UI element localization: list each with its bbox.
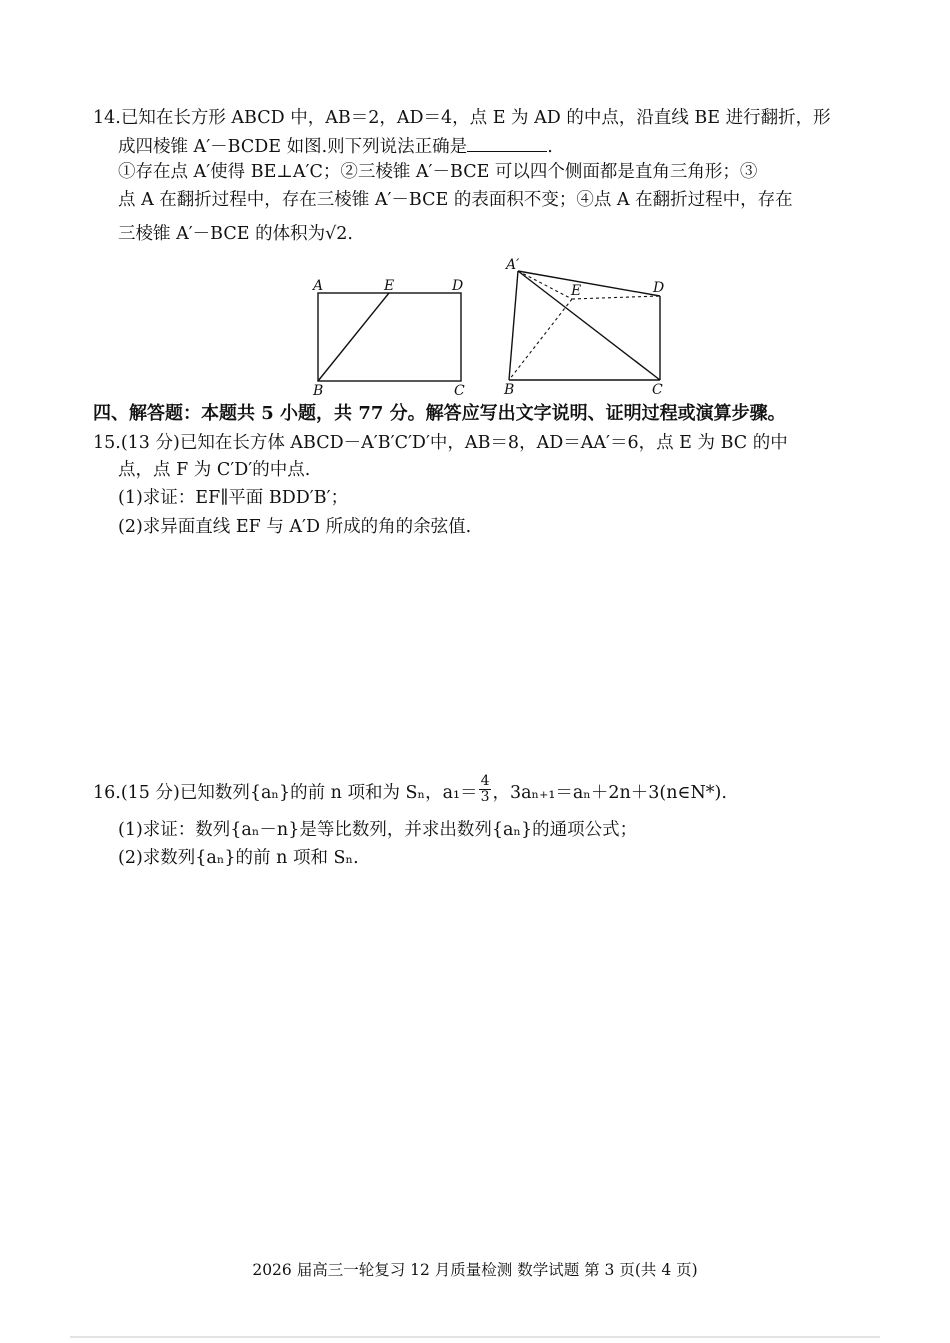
label-b: B <box>504 382 515 398</box>
q16-part-1: (1)求证：数列{aₙ－n}是等比数列，并求出数列{aₙ}的通项公式； <box>118 820 638 840</box>
q16-line-1-a: 16.(15 分)已知数列{aₙ}的前 n 项和为 Sₙ，a₁＝ <box>93 783 478 803</box>
label-d: D <box>653 280 665 296</box>
fraction-four-thirds <box>479 774 492 805</box>
q15-line-1: 15.(13 分)已知在长方体 ABCD－A′B′C′D′中，AB＝8，AD＝AA′＝6，点 E 为 BC 的中 <box>93 433 788 453</box>
rectangle-abcd <box>318 293 461 381</box>
bottom-divider <box>70 1336 880 1338</box>
q16-part-2: (2)求数列{aₙ}的前 n 项和 Sₙ. <box>118 848 359 868</box>
q15-part-2: (2)求异面直线 EF 与 A′D 所成的角的余弦值. <box>118 517 472 537</box>
q16-line-1-b: ，3aₙ₊₁＝aₙ＋2n＋3(n∈N*). <box>492 783 727 803</box>
q14-line-1: 14.已知在长方形 ABCD 中，AB＝2，AD＝4，点 E 为 AD 的中点，沿直线 BE 进行翻折，形 <box>93 108 831 128</box>
label-a: A <box>313 278 324 294</box>
label-b: B <box>313 383 324 399</box>
fraction-numerator: 4 <box>480 773 490 789</box>
q14-line-2-text: 成四棱锥 A′－BCDE 如图.则下列说法正确是 <box>118 137 468 157</box>
q15-part-1: (1)求证：EF∥平面 BDD′B′； <box>118 488 349 508</box>
q14-line-2-end: . <box>547 137 553 157</box>
q16-line-1 <box>93 773 727 809</box>
edge-a-c <box>518 271 660 380</box>
q14-line-2 <box>118 133 553 159</box>
edge-a-b <box>509 271 518 380</box>
fraction-denominator: 3 <box>480 789 490 805</box>
figure-rectangle-abcd <box>305 272 485 400</box>
q14-line-5: 三棱锥 A′－BCE 的体积为√2. <box>118 224 353 244</box>
label-c: C <box>652 382 663 398</box>
label-d: D <box>452 278 464 294</box>
hidden-e-d <box>572 296 660 299</box>
q15-line-2: 点，点 F 为 C′D′的中点. <box>118 460 311 480</box>
answer-blank <box>467 133 547 152</box>
label-a-prime: A′ <box>506 257 520 273</box>
label-e: E <box>384 278 395 294</box>
section-4-heading: 四、解答题：本题共 5 小题，共 77 分。解答应写出文字说明、证明过程或演算步骤。 <box>93 403 786 424</box>
q14-line-3: ①存在点 A′使得 BE⊥A′C；②三棱锥 A′－BCE 可以四个侧面都是直角三角形；③ <box>118 162 758 182</box>
figure-pyramid-a-bcde <box>495 255 680 400</box>
label-e: E <box>571 283 582 299</box>
hidden-e-b <box>509 299 572 380</box>
q14-line-4: 点 A 在翻折过程中，存在三棱锥 A′－BCE 的表面积不变；④点 A 在翻折过程中，存在 <box>118 190 793 210</box>
segment-be <box>318 293 389 381</box>
page-footer: 2026 届高三一轮复习 12 月质量检测 数学试题 第 3 页(共 4 页) <box>252 1261 698 1279</box>
label-c: C <box>454 383 465 399</box>
edge-a-d <box>518 271 660 296</box>
